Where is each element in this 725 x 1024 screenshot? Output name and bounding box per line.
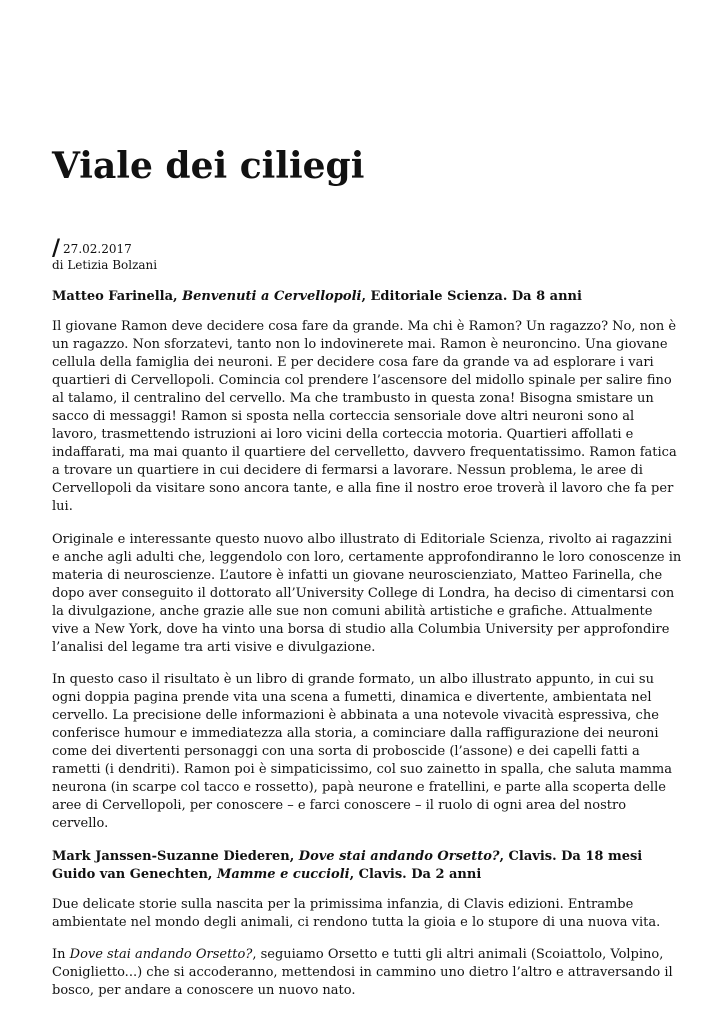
book-details: , Clavis. Da 2 anni (349, 866, 482, 882)
book-author: Guido van Genechten, (52, 866, 217, 882)
inline-book-title: Dove stai andando Orsetto? (69, 947, 253, 962)
paragraph-prefix: In (52, 947, 70, 962)
book-heading-1 (52, 288, 682, 306)
book-details: , Clavis. Da 18 mesi (499, 848, 643, 864)
date-slash: / (52, 235, 61, 261)
book-title: Benvenuti a Cervellopoli (182, 289, 362, 304)
book-details: , Editoriale Scienza. Da 8 anni (361, 289, 582, 304)
author-byline: di Letizia Bolzani (52, 258, 158, 272)
paragraph: In questo caso il risultato è un libro di grande formato, un albo illustrato appunto, in cui su ogni doppia pagina prende vita una scena a fumetti, dinamica e divertente, ambientata nel cervello. La precisione delle informazioni è abbinata a una notevole vivacità espressiva, che conferisce humour e immediatezza alla storia, a cominciare dalla raffigurazione dei neuroni come dei divertenti personaggi con una sorta di proboscide (l’assone) e dei capelli fatti a rametti (i dendriti). Ramon poi è simpaticissimo, col suo zainetto in spalla, che saluta mamma neurona (in scarpe col tacco e rossetto), papà neurone e fratellini, e parte alla scoperta delle aree di Cervellopoli, per conoscere – e farci conoscere – il ruolo di ogni area del nostro cervello. (52, 672, 673, 831)
paragraph: Originale e interessante questo nuovo albo illustrato di Editoriale Scienza, rivolto ai ragazzini e anche agli adulti che, leggendolo con loro, certamente approfondiranno le loro conoscenze in materia di neuroscienze. L’autore è infatti un giovane neuroscienziato, Matteo Farinella, che dopo aver conseguito il dottorato all’University College di Londra, ha deciso di cimentarsi con la divulgazione, anche grazie alle sue non comuni abilità artistiche e grafiche. Attualmente vive a New York, dove ha vinto una borsa di studio alla Columbia University per approfondire l’analisi del legame tra arti visive e divulgazione. (52, 531, 682, 655)
paragraph: Il giovane Ramon deve decidere cosa fare da grande. Ma chi è Ramon? Un ragazzo? No, non è un ragazzo. Non sforzatevi, tanto non lo indovinerete mai. Ramon è neuroncino. Una giovane cellula della famiglia dei neuroni. E per decidere cosa fare da grande va ad esplorare i vari quartieri di Cervellopoli. Comincia col prendere l’ascensore del midollo spinale per salire fino al talamo, il centralino del cervello. Ma che trambusto in questa zona! Bisogna smistare un sacco di messaggi! Ramon si sposta nella corteccia sensoriale dove altri neuroni sono al lavoro, trasmettendo istruzioni ai loro vicini della corteccia motoria. Quartieri affollati e indaffarati, ma mai quanto il quartiere del cervelletto, davvero frequentatissimo. Ramon fatica a trovare un quartiere in cui decidere di fermarsi a lavorare. Nessun problema, le aree di Cervellopoli da visitare sono ancora tante, e alla fine il nostro eroe troverà il lavoro che fa per lui. (52, 319, 677, 514)
article-meta (52, 235, 158, 272)
book-title: Mamme e cuccioli (216, 866, 350, 882)
page-title: Viale dei ciliegi (52, 145, 365, 187)
paragraph: Due delicate storie sulla nascita per la primissima infanzia, di Clavis edizioni. Entrambe ambientate nel mondo degli animali, ci rendono tutta la gioia e lo stupore di una nuova vita. (52, 896, 661, 930)
book-author: Matteo Farinella, (52, 289, 183, 304)
article-body (52, 288, 682, 1015)
paragraph (52, 946, 682, 1000)
publish-date: 27.02.2017 (63, 242, 132, 256)
book-author: Mark Janssen-Suzanne Diederen, (52, 848, 299, 864)
paragraph-rest: , seguiamo Orsetto e tutti gli altri animali (Scoiattolo, Volpino, Coniglietto...) che si accoderanno, mettendosi in cammino uno dietro l’altro e attraversando il bosco, per andare a conoscere un nuovo nato. (52, 947, 673, 998)
book-title: Dove stai andando Orsetto? (298, 848, 500, 864)
book-heading-2 (52, 848, 682, 884)
